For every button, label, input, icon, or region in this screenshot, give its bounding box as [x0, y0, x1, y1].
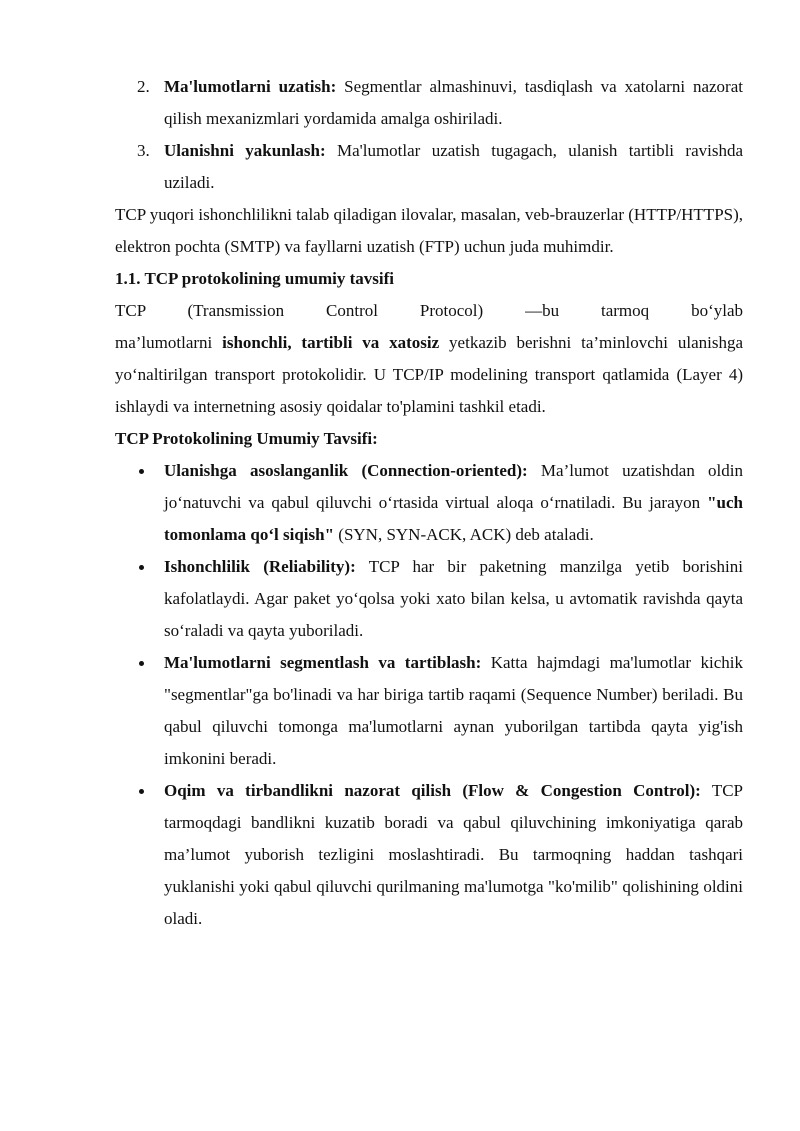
bullet-icon — [139, 789, 144, 794]
bullet-title: Oqim va tirbandlikni nazorat qilish (Flow & Congestion Control): — [164, 781, 701, 800]
bullet-text-rest: (SYN, SYN-ACK, ACK) deb ataladi. — [334, 525, 594, 544]
list-item — [115, 135, 743, 199]
bullet-icon — [139, 661, 144, 666]
bullet-text: TCP har bir paketning manzilga yetib borishini kafolatlaydi. Agar paket yo‘qolsa yoki xato bilan kelsa, u avtomatik ravishda qayta so‘raladi va qayta yuboriladi. — [164, 557, 743, 640]
list-item-text: Segmentlar almashinuvi, tasdiqlash va xatolarni nazorat qilish mexanizmlari yordamida amalga oshiriladi. — [164, 77, 743, 128]
bullet-title: Ulanishga asoslanganlik (Connection-oriented): — [164, 461, 528, 480]
numbered-list — [115, 71, 743, 199]
bullet-item — [115, 775, 743, 935]
definition-line-1: TCP (Transmission Control Protocol) —bu tarmoq bo‘ylab — [115, 301, 743, 320]
bullet-item — [115, 455, 743, 551]
bullet-item — [115, 647, 743, 775]
definition-text: ma’lumotlarni — [115, 333, 223, 352]
definition-bold: ishonchli, tartibli va xatosiz — [222, 333, 440, 352]
paragraph-tcp-definition — [115, 295, 743, 423]
bullet-title: Ma'lumotlarni segmentlash va tartiblash: — [164, 653, 482, 672]
bullet-text: Katta hajmdagi ma'lumotlar kichik "segmentlar"ga bo'linadi va har biriga tartib raqami (Sequence Number) beriladi. Bu qabul qiluvchi tomonga ma'lumotlarni aynan yuborilgan tartibda qayta yig'ish imkonini beradi. — [164, 653, 743, 768]
bullet-list — [115, 455, 743, 935]
bullet-icon — [139, 469, 144, 474]
subsection-heading: TCP Protokolining Umumiy Tavsifi: — [115, 429, 378, 448]
document-page — [115, 71, 743, 935]
list-item — [115, 71, 743, 135]
list-number: 2. — [137, 77, 150, 96]
definition-text-rest: yetkazib berishni ta’minlovchi ulanishga yo‘naltirilgan transport protokolidir. U TCP/IP modelining transport qatlamida (Layer 4) ishlaydi va internetning asosiy qoidalar to'plamini tashkil etadi. — [115, 333, 743, 416]
bullet-title: Ishonchlilik (Reliability): — [164, 557, 356, 576]
list-item-text: Ma'lumotlar uzatish tugagach, ulanish tartibli ravishda uziladi. — [164, 141, 743, 192]
list-item-title: Ulanishni yakunlash: — [164, 141, 326, 160]
bullet-bold-phrase: "uch tomonlama qo‘l siqish" — [164, 493, 743, 544]
bullet-item — [115, 551, 743, 647]
list-item-title: Ma'lumotlarni uzatish: — [164, 77, 337, 96]
section-heading: 1.1. TCP protokolining umumiy tavsifi — [115, 269, 394, 288]
paragraph-tcp-importance: TCP yuqori ishonchlilikni talab qiladigan ilovalar, masalan, veb-brauzerlar (HTTP/HTTPS), elektron pochta (SMTP) va fayllarni uzatish (FTP) uchun juda muhimdir. — [115, 205, 744, 256]
bullet-icon — [139, 565, 144, 570]
bullet-text: Ma’lumot uzatishdan oldin jo‘natuvchi va qabul qiluvchi o‘rtasida virtual aloqa o‘rnatiladi. Bu jarayon — [164, 461, 744, 512]
list-number: 3. — [137, 141, 150, 160]
bullet-text: TCP tarmoqdagi bandlikni kuzatib boradi va qabul qiluvchining imkoniyatiga qarab ma’lumot yuborish tezligini moslashtiradi. Bu tarmoqning haddan tashqari yuklanishi yoki qabul qiluvchi qurilmaning ma'lumotga "ko'milib" qolishining oldini oladi. — [164, 781, 743, 928]
